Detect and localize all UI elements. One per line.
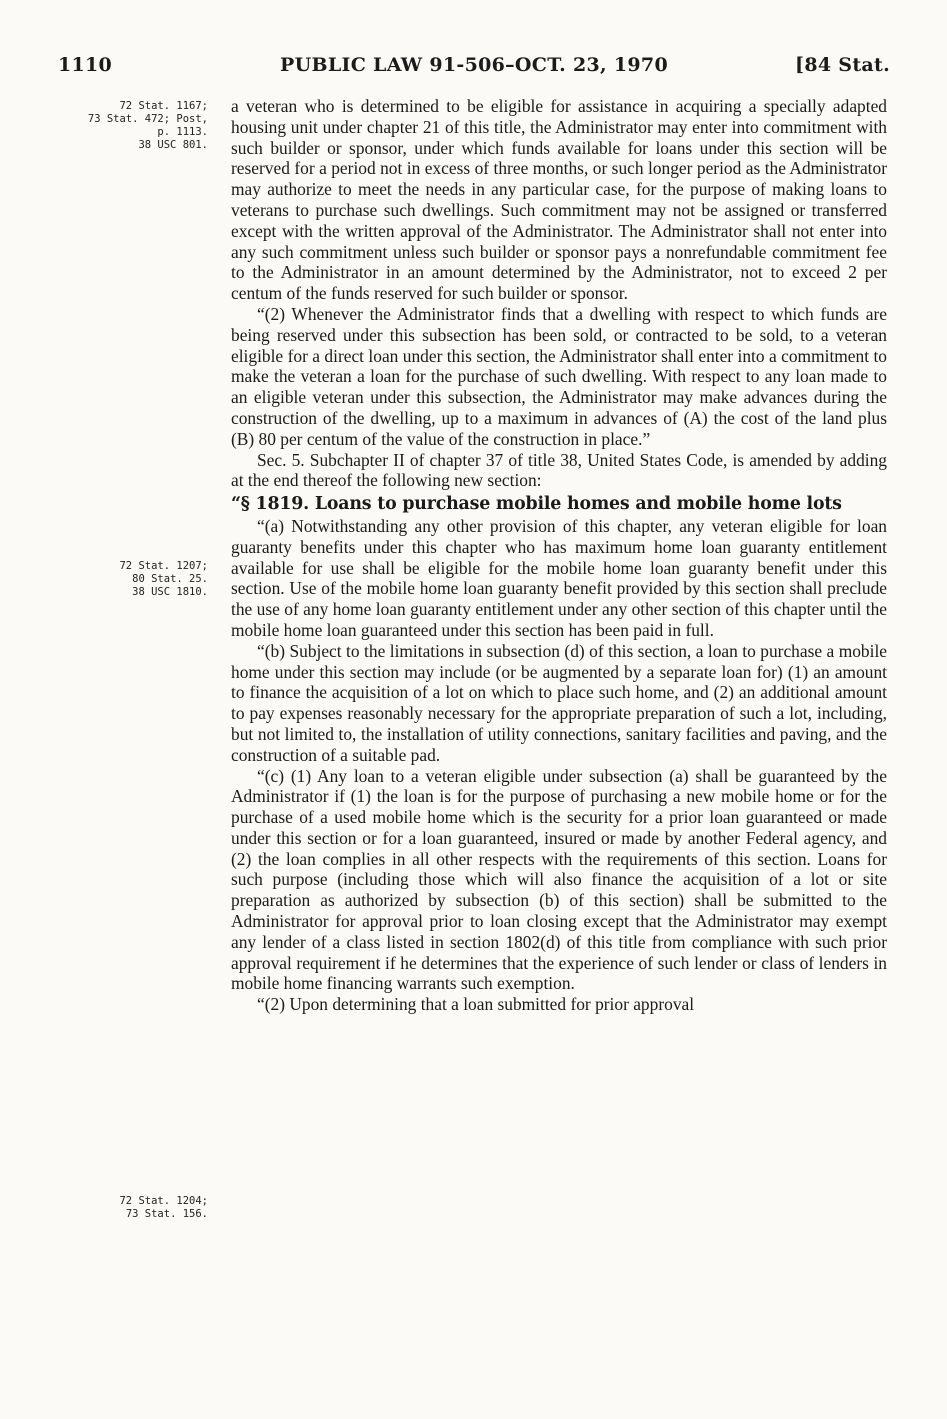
page-body: [231, 96, 887, 1015]
margin-note-2: 72 Stat. 1207; 80 Stat. 25. 38 USC 1810.: [119, 560, 208, 598]
paragraph-section-5: Sec. 5. Subchapter II of chapter 37 of title 38, United States Code, is amended by adding at the end thereof the following new section:: [231, 449, 887, 491]
paragraph-subsection-b: “(b) Subject to the limitations in subsection (d) of this section, a loan to purchase a mobile home under this section may include (or be augmented by a separate loan for) (1) an amount to finance the acquisition of a lot on which to place such home, and (2) an additional amount to pay expenses reasonably necessary for the appropriate preparation of such a lot, including, but not limited to, the installation of utility connections, sanitary facilities and paving, and the construction of a suitable pad.: [231, 640, 887, 765]
section-heading: “§ 1819. Loans to purchase mobile homes and mobile home lots: [231, 494, 842, 515]
stat-reference: [84 Stat.: [795, 54, 890, 76]
paragraph-subsection-c2: “(2) Upon determining that a loan submitted for prior approval: [257, 994, 695, 1015]
paragraph-subsection-2: “(2) Whenever the Administrator finds that a dwelling with respect to which funds are being reserved under this subsection has been sold, or contracted to be sold, to a veteran eligible for a direct loan under this section, the Administrator shall enter into a commitment to make the veteran a loan for the purchase of such dwelling. With respect to any loan made to an eligible veteran under this subsection, the Administrator may make advances during the construction of the dwelling, up to a maximum in advances of (A) the cost of the land plus (B) 80 per centum of the value of the construction in place.”: [231, 303, 887, 449]
page-title: PUBLIC LAW 91-506–OCT. 23, 1970: [280, 54, 668, 76]
paragraph-subsection-a: “(a) Notwithstanding any other provision of this chapter, any veteran eligible for loan guaranty benefits under this chapter who has maximum home loan guaranty entitlement available for use shall be eligible for the mobile home loan guaranty benefit under this section. Use of the mobile home loan guaranty benefit provided by this section shall preclude the use of any home loan guaranty entitlement under any other section of this chapter until the mobile home loan guaranteed under this section has been paid in full.: [231, 515, 887, 640]
margin-note-1: 72 Stat. 1167; 73 Stat. 472; Post, p. 1113. 38 USC 801.: [87, 100, 208, 151]
paragraph-subsection-c1: “(c) (1) Any loan to a veteran eligible under subsection (a) shall be guaranteed by the Administrator if (1) the loan is for the purpose of purchasing a new mobile home or for the purchase of a used mobile home which is the security for a prior loan guaranteed or made under this section or for a loan guaranteed, insured or made by another Federal agency, and (2) the loan complies in all other respects with the requirements of this section. Loans for such purpose (including those which will also finance the acquisition of a lot or site preparation as authorized by subsection (b) of this section) shall be submitted to the Administrator for approval prior to loan closing except that the Administrator may exempt any lender of a class listed in section 1802(d) of this title from compliance with such prior approval requirement if he determines that the experience of such lender or class of lenders in mobile home financing warrants such exemption.: [231, 765, 887, 994]
page-header: [58, 54, 890, 84]
page-number: 1110: [58, 54, 113, 76]
paragraph-continuation: a veteran who is determined to be eligible for assistance in acquiring a specially adapted housing unit under chapter 21 of this title, the Administrator may enter into commitment with such builder or sponsor, under which funds available for loans under this section will be reserved for a period not in excess of three months, or such longer period as the Administrator may authorize to meet the needs in any particular case, for the purpose of making loans to veterans to purchase such dwellings. Such commitment may not be assigned or transferred except with the written approval of the Administrator. The Administrator shall not enter into any such commitment unless such builder or sponsor pays a nonrefundable commitment fee to the Administrator in an amount determined by the Administrator, not to exceed 2 per centum of the funds reserved for such builder or sponsor.: [231, 96, 887, 304]
margin-note-3: 72 Stat. 1204; 73 Stat. 156.: [119, 1195, 208, 1220]
